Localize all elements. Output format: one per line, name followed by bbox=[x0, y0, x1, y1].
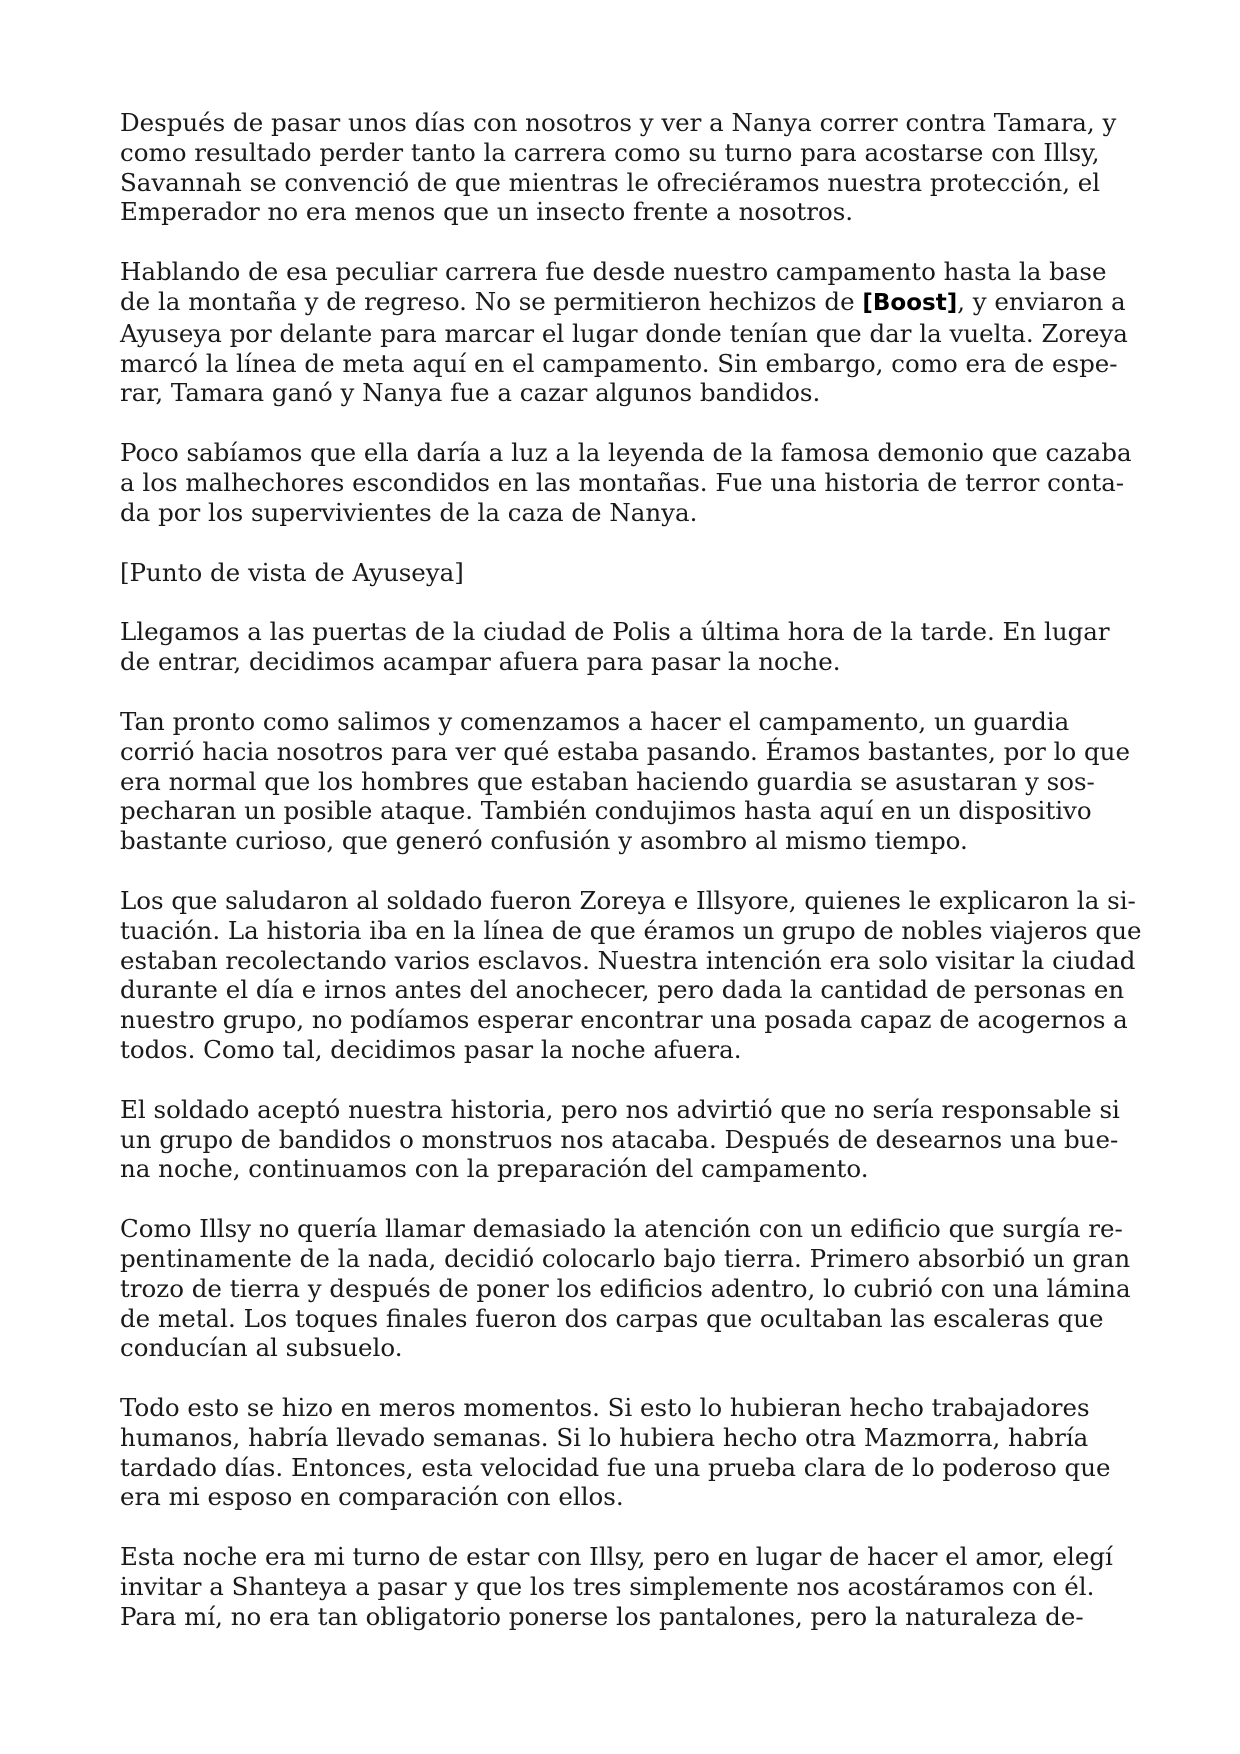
text-line: conducían al subsuelo. bbox=[120, 1333, 403, 1363]
paragraph bbox=[120, 438, 1132, 527]
text-line: Hablando de esa peculiar carrera fue desde nuestro campamento hasta la base bbox=[120, 257, 1107, 287]
text-line: invitar a Shanteya a pasar y que los tres simplemente nos acostáramos con él. bbox=[120, 1572, 1095, 1602]
text-line: tardado días. Entonces, esta velocidad fue una prueba clara de lo poderoso que bbox=[120, 1452, 1111, 1482]
text-line: Ayuseya por delante para marcar el lugar donde tenían que dar la vuelta. Zoreya bbox=[120, 318, 1128, 348]
text-line: Llegamos a las puertas de la ciudad de Polis a última hora de la tarde. En lugar bbox=[120, 617, 1110, 647]
text-line: era mi esposo en comparación con ellos. bbox=[120, 1482, 624, 1512]
paragraph bbox=[120, 558, 1128, 588]
paragraph bbox=[120, 1095, 1128, 1184]
text-line: Después de pasar unos días con nosotros y ver a Nanya correr contra Tamara, y bbox=[120, 108, 1117, 137]
paragraph bbox=[120, 707, 1128, 856]
paragraph bbox=[120, 108, 1128, 227]
text-line: humanos, habría llevado semanas. Si lo hubiera hecho otra Mazmorra, habría bbox=[120, 1422, 1089, 1452]
text-line: na noche, continuamos con la preparación del campamento. bbox=[120, 1154, 869, 1184]
text-line: estaban recolectando varios esclavos. Nuestra intención era solo visitar la ciudad bbox=[120, 945, 1136, 975]
text-line: El soldado aceptó nuestra historia, pero nos advirtió que no sería responsable si bbox=[120, 1094, 1120, 1124]
paragraph bbox=[120, 1393, 1128, 1512]
text-line: corrió hacia nosotros para ver qué estaba pasando. Éramos bastantes, por lo que bbox=[120, 736, 1130, 766]
text-line: Todo esto se hizo en meros momentos. Si esto lo hubieran hecho trabajadores bbox=[120, 1393, 1090, 1423]
text-line: a los malhechores escondidos en las montañas. Fue una historia de terror conta- bbox=[120, 467, 1125, 497]
text-line: todos. Como tal, decidimos pasar la noche afuera. bbox=[120, 1034, 742, 1064]
text-line: Para mí, no era tan obligatorio ponerse los pantalones, pero la naturaleza de- bbox=[120, 1601, 1084, 1631]
text-line: nuestro grupo, no podíamos esperar encontrar una posada capaz de acogernos a bbox=[120, 1005, 1128, 1035]
text-segment: de la montaña y de regreso. No se permitieron hechizos de bbox=[120, 286, 863, 316]
text-line: Emperador no era menos que un insecto frente a nosotros. bbox=[120, 197, 854, 227]
spell-name-bold: [Boost] bbox=[862, 289, 958, 316]
text-line: durante el día e irnos antes del anochecer, pero dada la cantidad de personas en bbox=[120, 975, 1125, 1005]
text-line: Esta noche era mi turno de estar con Illsy, pero en lugar de hacer el amor, elegí bbox=[120, 1542, 1113, 1572]
text-line: como resultado perder tanto la carrera como su turno para acostarse con Illsy, bbox=[120, 137, 1100, 167]
text-line: bastante curioso, que generó confusión y asombro al mismo tiempo. bbox=[120, 826, 968, 856]
text-line: de metal. Los toques finales fueron dos carpas que ocultaban las escaleras que bbox=[120, 1303, 1104, 1333]
text-line: de entrar, decidimos acampar afuera para pasar la noche. bbox=[120, 647, 841, 677]
text-line: tuación. La historia iba en la línea de que éramos un grupo de nobles viajeros que bbox=[120, 915, 1142, 945]
text-line: Tan pronto como salimos y comenzamos a hacer el campamento, un guardia bbox=[120, 706, 1070, 736]
text-line: Poco sabíamos que ella daría a luz a la leyenda de la famosa demonio que cazaba bbox=[120, 438, 1132, 468]
body-text bbox=[120, 108, 1142, 1662]
text-line: era normal que los hombres que estaban haciendo guardia se asustaran y sos- bbox=[120, 766, 1095, 796]
paragraph bbox=[120, 617, 1128, 677]
text-line: Savannah se convenció de que mientras le ofreciéramos nuestra protección, el bbox=[120, 167, 1101, 197]
text-line: un grupo de bandidos o monstruos nos atacaba. Después de desearnos una bue- bbox=[120, 1124, 1119, 1154]
text-line: [Punto de vista de Ayuseya] bbox=[120, 557, 464, 587]
paragraph bbox=[120, 1542, 1128, 1631]
text-segment: , y enviaron a bbox=[957, 286, 1126, 316]
text-line: marcó la línea de meta aquí en el campamento. Sin embargo, como era de espe- bbox=[120, 348, 1118, 378]
text-line: da por los supervivientes de la caza de Nanya. bbox=[120, 497, 698, 527]
text-line: Los que saludaron al soldado fueron Zoreya e Illsyore, quienes le explicaron la si- bbox=[120, 885, 1136, 915]
text-line: trozo de tierra y después de poner los edificios adentro, lo cubrió con una lámina bbox=[120, 1273, 1131, 1303]
text-line: pentinamente de la nada, decidió colocarlo bajo tierra. Primero absorbió un gran bbox=[120, 1243, 1131, 1273]
paragraph bbox=[120, 257, 1128, 408]
text-line bbox=[120, 287, 1128, 319]
paragraph bbox=[120, 1214, 1131, 1363]
text-line: pecharan un posible ataque. También condujimos hasta aquí en un dispositivo bbox=[120, 796, 1092, 826]
text-line: Como Illsy no quería llamar demasiado la atención con un edificio que surgía re- bbox=[120, 1214, 1123, 1244]
text-line: rar, Tamara ganó y Nanya fue a cazar algunos bandidos. bbox=[120, 378, 821, 408]
paragraph bbox=[120, 885, 1142, 1065]
